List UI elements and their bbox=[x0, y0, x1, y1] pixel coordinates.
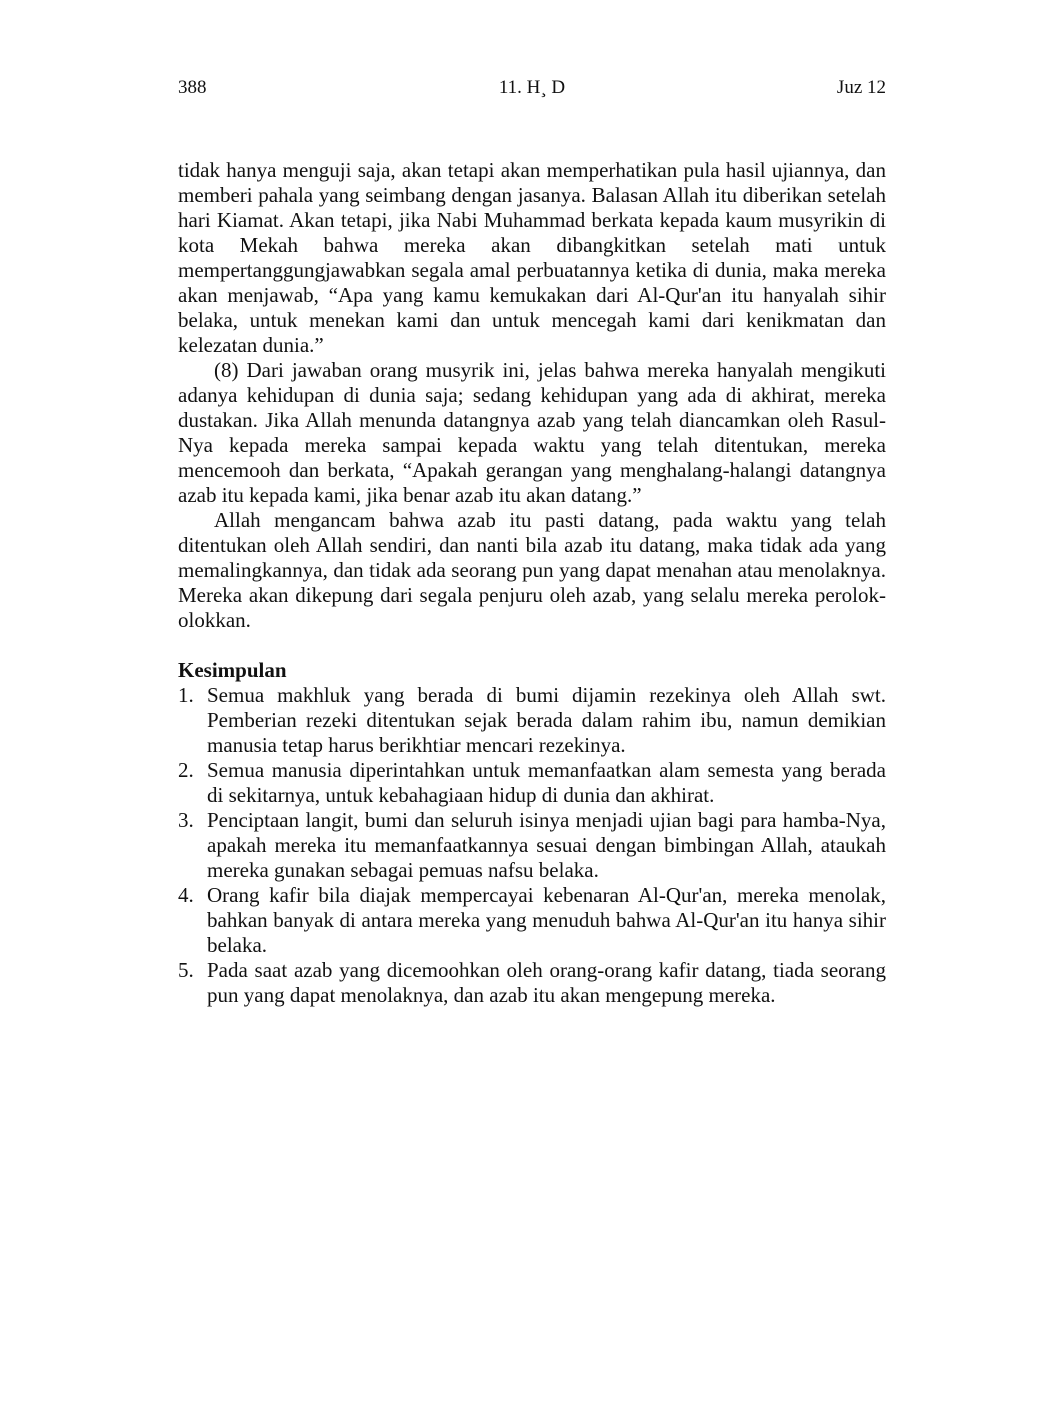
list-item-text: Semua makhluk yang berada di bumi dijamin rezekinya oleh Allah swt. Pemberian rezeki ditentukan sejak berada dalam rahim ibu, namun demikian manusia tetap harus berikhtiar mencari rezekinya. bbox=[207, 683, 886, 757]
list-item bbox=[178, 758, 886, 808]
list-item bbox=[178, 958, 886, 1008]
body-paragraph: (8) Dari jawaban orang musyrik ini, jelas bahwa mereka hanyalah mengikuti adanya kehidupan di dunia saja; sedang kehidupan yang ada di akhirat, mereka dustakan. Jika Allah menunda datangnya azab yang telah diancamkan oleh Rasul-Nya kepada mereka sampai kepada waktu yang telah ditentukan, mereka mencemooh dan berkata, “Apakah gerangan yang menghalang-halangi datangnya azab itu kepada kami, jika benar azab itu akan datang.” bbox=[178, 358, 886, 507]
body-paragraph: tidak hanya menguji saja, akan tetapi akan memperhatikan pula hasil ujiannya, dan memberi pahala yang seimbang dengan jasanya. Balasan Allah itu diberikan setelah hari Kiamat. Akan tetapi, jika Nabi Muhammad berkata kepada kaum musyrikin di kota Mekah bahwa mereka akan dibangkitkan setelah mati untuk mempertanggungjawabkan segala amal perbuatannya ketika di dunia, maka mereka akan menjawab, “Apa yang kamu kemukakan dari Al-Qur'an itu hanyalah sihir belaka, untuk menekan kami dan untuk mencegah kami dari kenikmatan dan kelezatan dunia.” bbox=[178, 158, 886, 357]
list-item-number: 2. bbox=[178, 758, 194, 782]
section-heading: Kesimpulan bbox=[178, 658, 287, 682]
list-item-text: Orang kafir bila diajak mempercayai kebenaran Al-Qur'an, mereka menolak, bahkan banyak di antara mereka yang menuduh bahwa Al-Qur'an itu hanya sihir belaka. bbox=[207, 883, 886, 957]
list-item-number: 5. bbox=[178, 958, 194, 982]
body-paragraph: Allah mengancam bahwa azab itu pasti datang, pada waktu yang telah ditentukan oleh Allah sendiri, dan nanti bila azab itu datang, maka tidak ada yang memalingkannya, dan tidak ada seorang pun yang dapat menahan atau menolaknya. Mereka akan dikepung dari segala penjuru oleh azab, yang selalu mereka perolok-olokkan. bbox=[178, 508, 886, 632]
list-item-text: Penciptaan langit, bumi dan seluruh isinya menjadi ujian bagi para hamba-Nya, apakah mereka itu memanfaatkannya sesuai dengan bimbingan Allah, ataukah mereka gunakan sebagai pemuas nafsu belaka. bbox=[207, 808, 886, 882]
list-item-number: 3. bbox=[178, 808, 194, 832]
list-item bbox=[178, 808, 886, 883]
page-body bbox=[178, 158, 886, 1008]
list-item bbox=[178, 683, 886, 758]
list-item-number: 1. bbox=[178, 683, 194, 707]
page-number: 388 bbox=[178, 77, 207, 98]
list-item-text: Pada saat azab yang dicemoohkan oleh orang-orang kafir datang, tiada seorang pun yang dapat menolaknya, dan azab itu akan mengepung mereka. bbox=[207, 958, 886, 1007]
conclusion-list bbox=[178, 683, 886, 1008]
list-item-text: Semua manusia diperintahkan untuk memanfaatkan alam semesta yang berada di sekitarnya, untuk kebahagiaan hidup di dunia dan akhirat. bbox=[207, 758, 886, 807]
list-item bbox=[178, 883, 886, 958]
juz-label: Juz 12 bbox=[836, 77, 886, 98]
page-header bbox=[178, 74, 886, 102]
chapter-title: 11. H¸ D bbox=[498, 77, 566, 98]
list-item-number: 4. bbox=[178, 883, 194, 907]
